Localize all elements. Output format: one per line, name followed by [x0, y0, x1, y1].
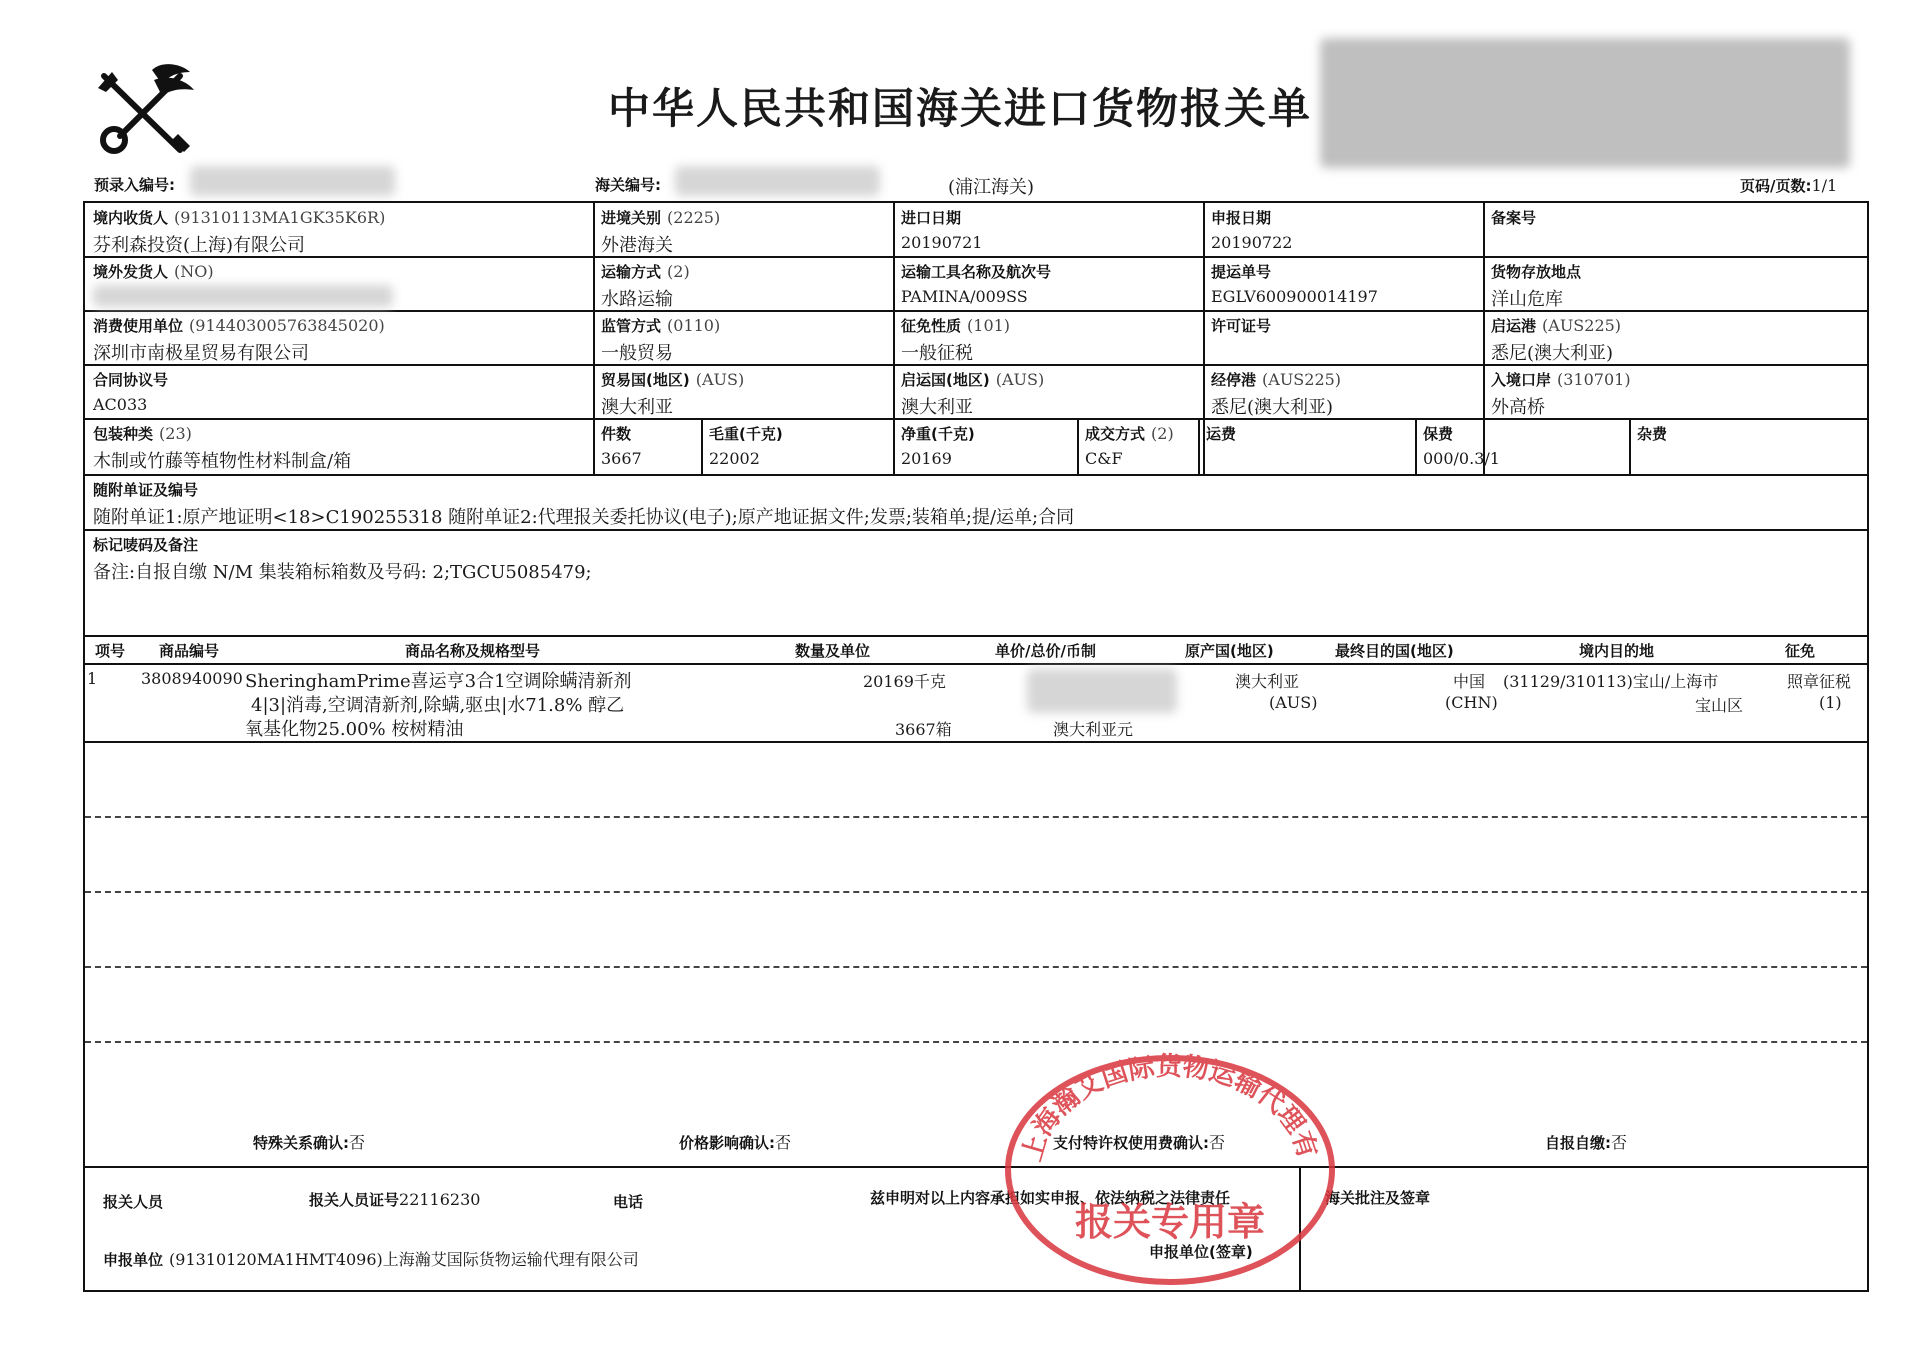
- trade-country-code: (AUS): [695, 370, 745, 389]
- docs-label: 随附单证及编号: [93, 481, 199, 499]
- item-currency: 澳大利亚元: [1053, 720, 1134, 739]
- col-origin: 原产国(地区): [1185, 642, 1274, 660]
- declaration-form: [83, 201, 1869, 1292]
- col-domestic: 境内目的地: [1579, 642, 1655, 660]
- bl-value: EGLV600900014197: [1211, 287, 1378, 306]
- misc-label: 杂费: [1637, 425, 1668, 443]
- redacted-shipper: [93, 285, 393, 307]
- self-declare-label: 自报自缴:: [1545, 1134, 1611, 1152]
- origin-country-code: (AUS): [995, 370, 1045, 389]
- col-price: 单价/总价/币制: [995, 642, 1096, 660]
- col-item-no: 项号: [95, 642, 126, 660]
- tax-value: 一般征税: [901, 343, 973, 364]
- vessel-value: PAMINA/009SS: [901, 287, 1028, 306]
- customs-approval-label: 海关批注及签章: [1325, 1189, 1431, 1207]
- transport-value: 水路运输: [601, 289, 673, 310]
- col-levy: 征免: [1785, 642, 1816, 660]
- page-value: 1/1: [1811, 176, 1838, 195]
- bl-label: 提运单号: [1211, 263, 1272, 281]
- depart-port-code: (AUS225): [1542, 316, 1622, 335]
- supervision-value: 一般贸易: [601, 343, 673, 364]
- declaration-statement: 兹申明对以上内容承担如实申报、依法纳税之法律责任: [870, 1189, 1231, 1207]
- port-label: 进境关别: [601, 209, 662, 227]
- insurance-value: 000/0.3/1: [1423, 449, 1500, 468]
- declarant-label: 报关人员: [103, 1193, 164, 1211]
- declare-date-value: 20190722: [1211, 233, 1293, 252]
- item-domestic-line2: 宝山区: [1695, 696, 1744, 715]
- item-no: 1: [87, 669, 98, 688]
- self-declare-value: 否: [1611, 1133, 1628, 1152]
- customs-no-label: 海关编号:: [595, 176, 661, 194]
- page-indicator: [1740, 175, 1837, 196]
- package-value: 木制或竹藤等植物性材料制盒/箱: [93, 451, 352, 472]
- col-code: 商品编号: [159, 642, 220, 660]
- record-label: 备案号: [1491, 209, 1537, 227]
- document-title: 中华人民共和国海关进口货物报关单: [607, 84, 1312, 133]
- user-code: (914403005763845020): [189, 316, 385, 335]
- special-relation-label: 特殊关系确认:: [253, 1134, 349, 1152]
- declare-unit-sign: 申报单位(签章): [1149, 1243, 1253, 1261]
- storage-label: 货物存放地点: [1491, 263, 1582, 281]
- consignee-label: 境内收货人: [93, 209, 169, 227]
- depart-port-label: 启运港: [1491, 317, 1537, 335]
- item-domestic-line1: (31129/310113)宝山/上海市: [1503, 672, 1719, 691]
- item-levy-line2: (1): [1819, 693, 1842, 712]
- marks-value: 备注:自报自缴 N/M 集装箱标箱数及号码: 2;TGCU5085479;: [93, 562, 592, 583]
- item-dest-code: (CHN): [1445, 693, 1498, 712]
- special-relation-value: 否: [349, 1133, 366, 1152]
- entry-port-label: 入境口岸: [1491, 371, 1552, 389]
- item-dest: 中国: [1453, 672, 1486, 691]
- customs-office: (浦江海关): [948, 177, 1035, 198]
- docs-value: 随附单证1:原产地证明<18>C190255318 随附单证2:代理报关委托协议(电子);原产地证据文件;发票;装箱单;提/运单;合同: [93, 507, 1075, 528]
- redacted-price: [1027, 669, 1177, 713]
- port-code: (2225): [667, 208, 721, 227]
- declare-unit-value: (91310120MA1HMT4096)上海瀚艾国际货物运输代理有限公司: [169, 1250, 639, 1269]
- svg-text:上海瀚艾国际货物运输代理有限公司: [1000, 1050, 1322, 1165]
- origin-country-label: 启运国(地区): [901, 371, 990, 389]
- tax-code: (101): [967, 316, 1011, 335]
- stop-port-code: (AUS225): [1262, 370, 1342, 389]
- declarant-cert-label: 报关人员证号: [309, 1191, 400, 1209]
- item-name-line2: 4|3|消毒,空调清新剂,除螨,驱虫|水71.8% 醇乙: [251, 695, 625, 716]
- price-influence-value: 否: [775, 1133, 792, 1152]
- tax-label: 征免性质: [901, 317, 962, 335]
- origin-country-value: 澳大利亚: [901, 397, 973, 418]
- item-name-line3: 氧基化物25.00% 桉树精油: [245, 719, 464, 740]
- freight-label: 运费: [1206, 425, 1237, 443]
- declarant-cert-value: 22116230: [399, 1190, 481, 1209]
- stamp-ring-text: 上海瀚艾国际货物运输代理有: [1017, 1051, 1323, 1165]
- package-code: (23): [159, 424, 192, 443]
- price-influence-label: 价格影响确认:: [679, 1134, 775, 1152]
- consignee-value: 芬利森投资(上海)有限公司: [93, 235, 306, 256]
- trade-country-label: 贸易国(地区): [601, 371, 690, 389]
- user-label: 消费使用单位: [93, 317, 184, 335]
- vessel-label: 运输工具名称及航次号: [901, 263, 1052, 281]
- col-qty: 数量及单位: [795, 642, 871, 660]
- declare-date-label: 申报日期: [1211, 209, 1272, 227]
- deal-value: C&F: [1085, 449, 1123, 468]
- import-date-value: 20190721: [901, 233, 983, 252]
- declare-unit-label: 申报单位: [103, 1251, 164, 1269]
- import-date-label: 进口日期: [901, 209, 962, 227]
- gross-value: 22002: [709, 449, 760, 468]
- consignee-code: (91310113MA1GK35K6R): [174, 208, 386, 227]
- net-label: 净重(千克): [901, 425, 975, 443]
- shipper-label: 境外发货人: [93, 263, 169, 281]
- pre-entry-label: 预录入编号:: [94, 176, 175, 194]
- customs-declaration-stamp: [1000, 1050, 1340, 1294]
- item-levy-line1: 照章征税: [1787, 672, 1852, 691]
- license-label: 许可证号: [1211, 317, 1272, 335]
- entry-port-value: 外高桥: [1491, 397, 1545, 418]
- item-name-line1: SheringhamPrime喜运亨3合1空调除螨清新剂: [245, 671, 632, 692]
- col-dest: 最终目的国(地区): [1335, 642, 1454, 660]
- storage-value: 洋山危库: [1491, 289, 1563, 310]
- transport-label: 运输方式: [601, 263, 662, 281]
- pieces-label: 件数: [601, 425, 632, 443]
- supervision-label: 监管方式: [601, 317, 662, 335]
- shipper-code: (NO): [174, 262, 214, 281]
- item-origin: 澳大利亚: [1235, 672, 1300, 691]
- royalty-label: 支付特许权使用费确认:: [1053, 1134, 1209, 1152]
- phone-label: 电话: [613, 1193, 644, 1211]
- net-value: 20169: [901, 449, 952, 468]
- redacted-customs-no: [675, 166, 880, 196]
- depart-port-value: 悉尼(澳大利亚): [1491, 343, 1614, 364]
- item-qty1: 20169千克: [863, 672, 946, 691]
- deal-code: (2): [1151, 424, 1174, 443]
- item-qty2: 3667箱: [895, 720, 952, 739]
- port-value: 外港海关: [601, 235, 673, 256]
- entry-port-code: (310701): [1557, 370, 1631, 389]
- redacted-barcode: [1320, 38, 1850, 168]
- package-label: 包装种类: [93, 425, 154, 443]
- contract-value: AC033: [93, 395, 148, 414]
- item-origin-code: (AUS): [1269, 693, 1318, 712]
- redacted-pre-entry-no: [190, 166, 395, 196]
- transport-code: (2): [667, 262, 690, 281]
- page-label: 页码/页数:: [1740, 177, 1812, 195]
- deal-label: 成交方式: [1085, 425, 1146, 443]
- marks-label: 标记唛码及备注: [93, 536, 199, 554]
- stamp-center-text: 报关专用章: [1074, 1200, 1266, 1244]
- stop-port-label: 经停港: [1211, 371, 1257, 389]
- royalty-value: 否: [1209, 1133, 1226, 1152]
- stop-port-value: 悉尼(澳大利亚): [1211, 397, 1334, 418]
- user-value: 深圳市南极星贸易有限公司: [93, 343, 309, 364]
- gross-label: 毛重(千克): [709, 425, 783, 443]
- trade-country-value: 澳大利亚: [601, 397, 673, 418]
- col-name: 商品名称及规格型号: [405, 642, 541, 660]
- item-code: 3808940090: [141, 669, 243, 688]
- pieces-value: 3667: [601, 449, 642, 468]
- supervision-code: (0110): [667, 316, 721, 335]
- insurance-label: 保费: [1423, 425, 1454, 443]
- contract-label: 合同协议号: [93, 371, 169, 389]
